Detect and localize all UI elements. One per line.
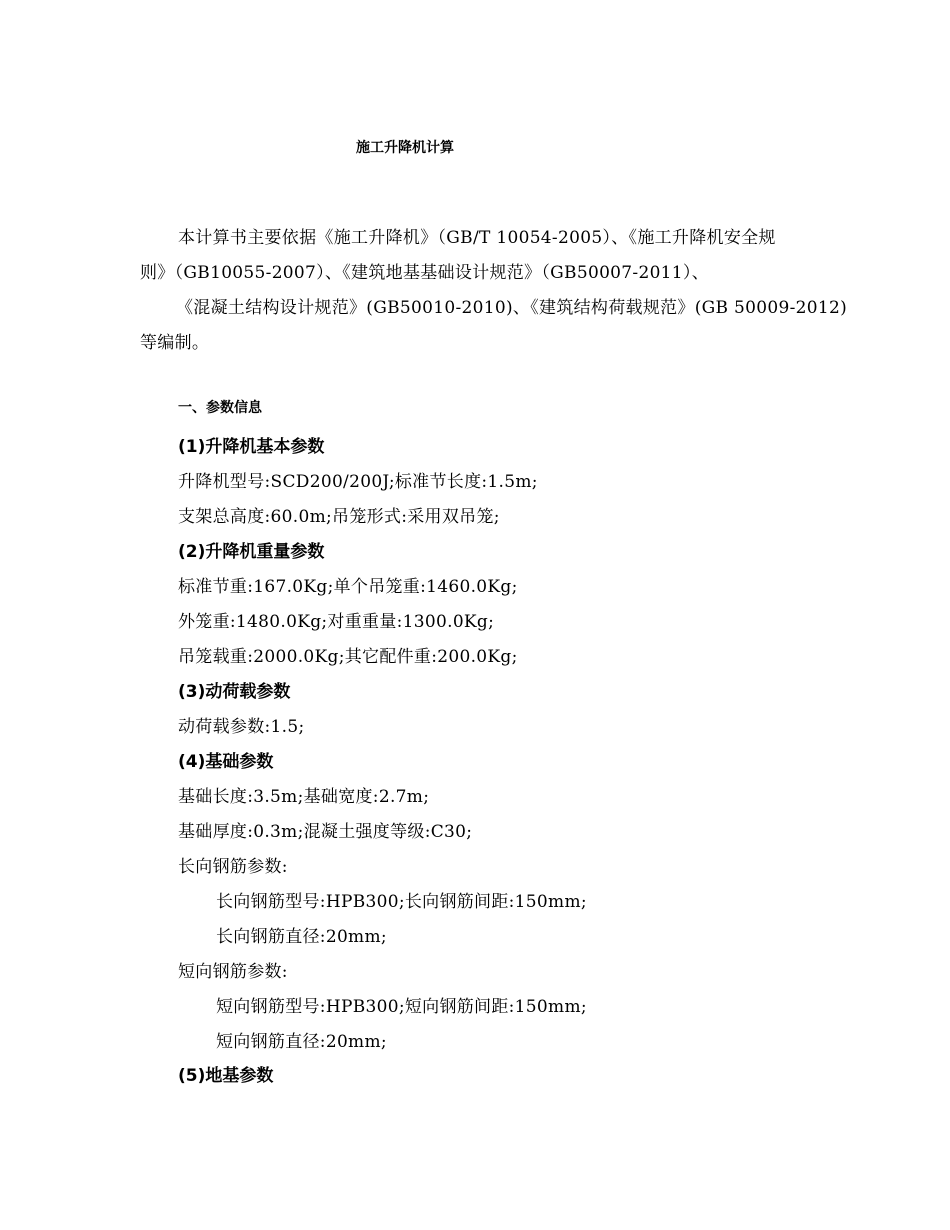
param-line: 基础厚度:0.3m;混凝土强度等级:C30;: [178, 822, 473, 842]
subheading-basic-params: (1)升降机基本参数: [178, 437, 325, 457]
param-line: 升降机型号:SCD200/200J;标准节长度:1.5m;: [178, 472, 538, 492]
subheading-dynamic-load: (3)动荷载参数: [178, 682, 291, 702]
intro-line-2: 则》（GB10055-2007）、《建筑地基基础设计规范》（GB50007-2011）、: [140, 263, 710, 283]
param-line-indented: 短向钢筋型号:HPB300;短向钢筋间距:150mm;: [216, 997, 587, 1017]
subheading-ground-params: (5)地基参数: [178, 1066, 274, 1086]
param-line: 支架总高度:60.0m;吊笼形式:采用双吊笼;: [178, 507, 500, 527]
param-line: 短向钢筋参数:: [178, 962, 288, 982]
param-line: 长向钢筋参数:: [178, 857, 288, 877]
param-line: 基础长度:3.5m;基础宽度:2.7m;: [178, 787, 430, 807]
subheading-weight-params: (2)升降机重量参数: [178, 542, 325, 562]
param-line: 吊笼载重:2000.0Kg;其它配件重:200.0Kg;: [178, 647, 518, 667]
intro-line-1: 本计算书主要依据《施工升降机》（GB/T 10054-2005）、《施工升降机安全规: [178, 228, 776, 248]
section-heading-params: 一、参数信息: [178, 400, 262, 416]
param-line-indented: 长向钢筋直径:20mm;: [216, 927, 387, 947]
subheading-foundation-params: (4)基础参数: [178, 752, 274, 772]
param-line: 动荷载参数:1.5;: [178, 717, 305, 737]
param-line-indented: 短向钢筋直径:20mm;: [216, 1032, 387, 1052]
intro-line-4: 等编制。: [140, 333, 210, 353]
param-line: 外笼重:1480.0Kg;对重重量:1300.0Kg;: [178, 612, 495, 632]
document-title: 施工升降机计算: [356, 140, 454, 156]
param-line: 标准节重:167.0Kg;单个吊笼重:1460.0Kg;: [178, 577, 518, 597]
param-line-indented: 长向钢筋型号:HPB300;长向钢筋间距:150mm;: [216, 892, 587, 912]
intro-line-3: 《混凝土结构设计规范》(GB50010-2010)、《建筑结构荷载规范》(GB 50009-2012): [176, 298, 848, 318]
